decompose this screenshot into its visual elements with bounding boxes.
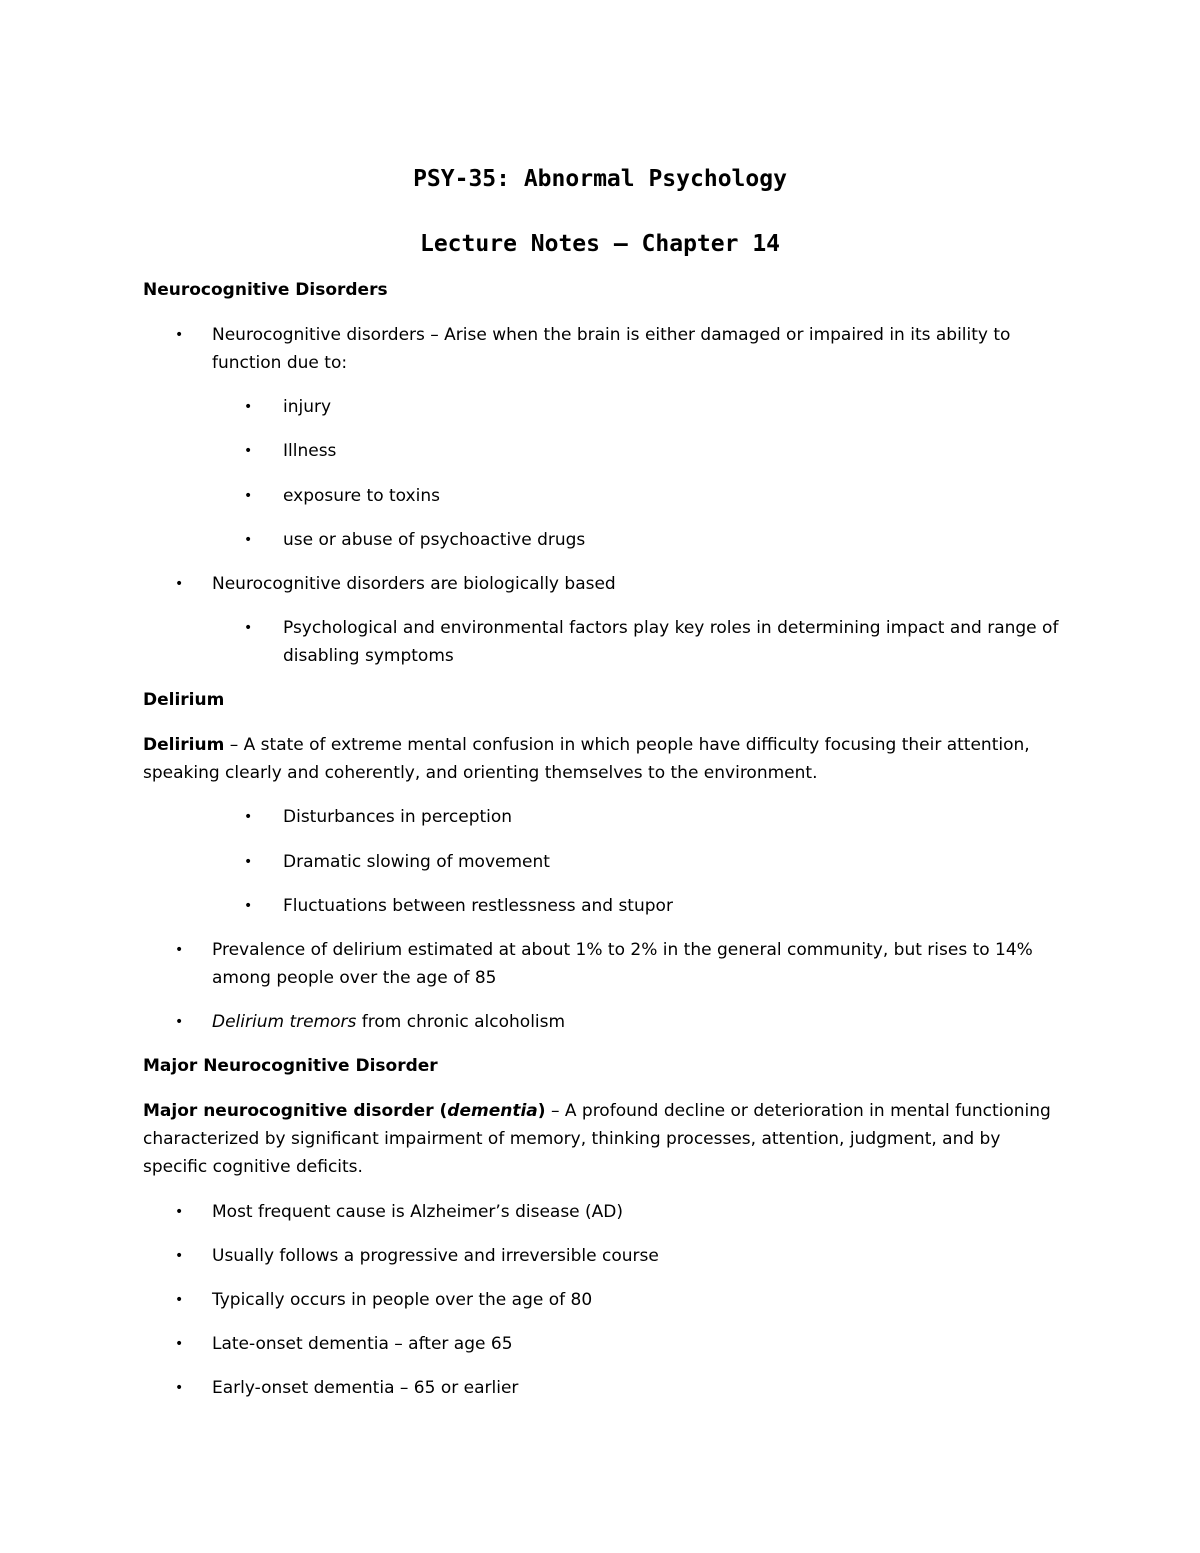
list-item-text: Fluctuations between restlessness and stupor <box>283 896 673 916</box>
bullet-icon: • <box>175 1248 184 1264</box>
list-item-text: Early-onset dementia – 65 or earlier <box>212 1378 519 1398</box>
list-item <box>175 1330 1072 1358</box>
bullet-icon: • <box>175 1336 184 1352</box>
bullet-icon: • <box>244 488 253 504</box>
list-item-text: Dramatic slowing of movement <box>283 852 550 872</box>
bullet-icon: • <box>175 1292 184 1308</box>
list-item-text: Illness <box>283 441 337 461</box>
section-heading-delirium: Delirium <box>143 690 225 710</box>
document-subtitle: Lecture Notes – Chapter 14 <box>419 231 781 257</box>
list-item <box>175 570 1072 598</box>
list-item-text: Most frequent cause is Alzheimer’s disease (AD) <box>212 1202 624 1222</box>
list-item <box>175 1008 1072 1036</box>
list-item-text: Prevalence of delirium estimated at about 1% to 2% in the general community, but rises to 14% among people over the age of 85 <box>212 940 1033 988</box>
delirium-definition <box>143 731 1063 787</box>
definition-term-italic: dementia <box>447 1101 538 1121</box>
document-title: PSY-35: Abnormal Psychology <box>413 166 787 192</box>
list-item <box>244 393 1073 421</box>
bullet-icon: • <box>244 399 253 415</box>
list-item <box>244 482 1073 510</box>
list-item-text: Typically occurs in people over the age of 80 <box>212 1290 593 1310</box>
list-item-text: Psychological and environmental factors play key roles in determining impact and range of disabling symptoms <box>283 618 1059 666</box>
list-item <box>244 848 1073 876</box>
bullet-icon: • <box>244 620 253 636</box>
list-item <box>175 1198 1072 1226</box>
list-item <box>175 1242 1072 1270</box>
list-item-text: use or abuse of psychoactive drugs <box>283 530 586 550</box>
bullet-icon: • <box>244 532 253 548</box>
list-item <box>175 936 1072 992</box>
list-item <box>175 1374 1072 1402</box>
list-item <box>244 437 1073 465</box>
bullet-icon: • <box>244 809 253 825</box>
section-heading-neurocognitive: Neurocognitive Disorders <box>143 280 388 300</box>
definition-term: Delirium <box>143 735 225 755</box>
definition-term: Major neurocognitive disorder (dementia) <box>143 1101 546 1121</box>
definition-text: – A profound decline or deterioration in mental functioning characterized by significant impairment of memory, thinking processes, attention, judgment, and by specific cognitive deficits. <box>143 1101 1051 1177</box>
bullet-icon: • <box>244 898 253 914</box>
list-item-text: Usually follows a progressive and irreversible course <box>212 1246 659 1266</box>
bullet-icon: • <box>175 327 184 343</box>
bullet-icon: • <box>244 854 253 870</box>
list-item-text: Late-onset dementia – after age 65 <box>212 1334 513 1354</box>
list-item-text: from chronic alcoholism <box>356 1012 566 1032</box>
list-item <box>244 803 1073 831</box>
bullet-icon: • <box>175 1380 184 1396</box>
list-item-italic: Delirium tremors <box>212 1012 357 1032</box>
list-item-text: Neurocognitive disorders are biologically based <box>212 574 616 594</box>
section-heading-major-neurocognitive: Major Neurocognitive Disorder <box>143 1056 438 1076</box>
list-item-text: Disturbances in perception <box>283 807 513 827</box>
definition-text: – A state of extreme mental confusion in which people have difficulty focusing their attention, speaking clearly and coherently, and orienting themselves to the environment. <box>143 735 1030 783</box>
list-item-text: injury <box>283 397 332 417</box>
list-item <box>244 526 1073 554</box>
dementia-definition <box>143 1097 1063 1181</box>
bullet-icon: • <box>175 1014 184 1030</box>
list-item <box>244 614 1073 670</box>
bullet-icon: • <box>175 576 184 592</box>
list-item <box>175 321 1072 377</box>
list-item-text: exposure to toxins <box>283 486 440 506</box>
list-item <box>244 892 1073 920</box>
bullet-icon: • <box>175 942 184 958</box>
bullet-icon: • <box>244 443 253 459</box>
bullet-icon: • <box>175 1204 184 1220</box>
list-item-text: Neurocognitive disorders – Arise when the brain is either damaged or impaired in its ability to function due to: <box>212 325 1011 373</box>
list-item <box>175 1286 1072 1314</box>
